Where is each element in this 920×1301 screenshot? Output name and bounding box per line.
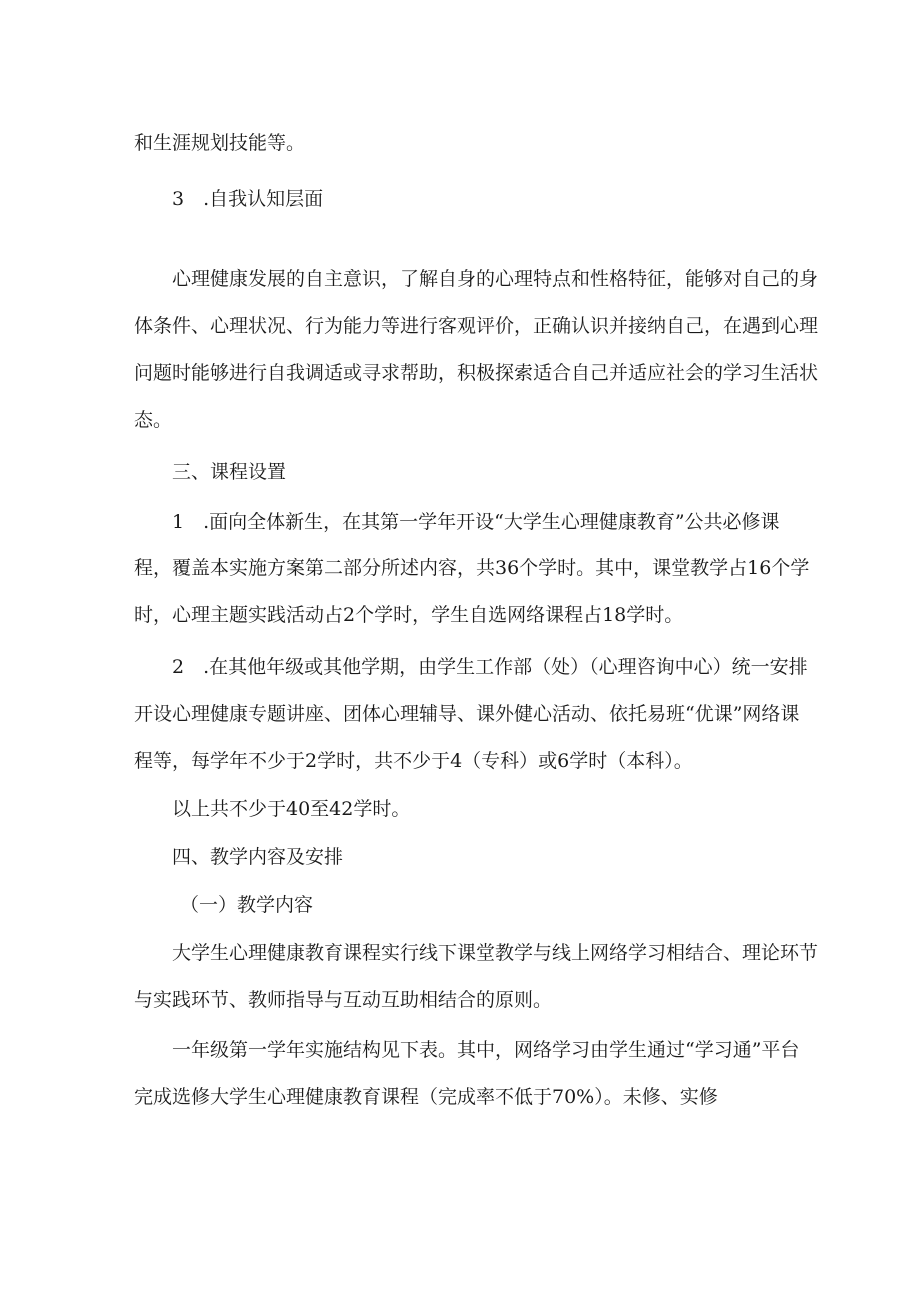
- text-line: 程，覆盖本实施方案第二部分所述内容，共36个学时。其中，课堂教学占16个学: [134, 557, 810, 579]
- section-heading: 三、课程设置: [172, 461, 287, 483]
- text-line: 以上共不少于40至42学时。: [172, 798, 411, 820]
- text-line: 完成选修大学生心理健康教育课程（完成率不低于70%）。未修、实修: [134, 1086, 718, 1108]
- text-line: 大学生心理健康教育课程实行线下课堂教学与线上网络学习相结合、理论环节: [172, 942, 819, 964]
- section-heading: 四、教学内容及安排: [172, 846, 344, 868]
- text-line: 1 .面向全体新生，在其第一学年开设“大学生心理健康教育”公共必修课: [172, 511, 780, 533]
- text-line: 问题时能够进行自我调适或寻求帮助，积极探索适合自己并适应社会的学习生活状: [134, 362, 819, 384]
- text-line: 程等，每学年不少于2学时，共不少于4（专科）或6学时（本科）。: [134, 750, 693, 772]
- text-line: 心理健康发展的自主意识，了解自身的心理特点和性格特征，能够对自己的身: [172, 268, 819, 290]
- subsection-heading: （一）教学内容: [180, 894, 314, 916]
- section-heading: 3 .自我认知层面: [172, 188, 324, 210]
- text-line: 一年级第一学年实施结构见下表。其中，网络学习由学生通过“学习通”平台: [172, 1039, 800, 1061]
- text-line: 态。: [134, 409, 173, 431]
- text-line: 与实践环节、教师指导与互动互助相结合的原则。: [134, 989, 553, 1011]
- text-line: 时，心理主题实践活动占2个学时，学生自选网络课程占18学时。: [134, 604, 684, 626]
- text-line: 2 .在其他年级或其他学期，由学生工作部（处）（心理咨询中心）统一安排: [172, 656, 808, 678]
- text-line: 开设心理健康专题讲座、团体心理辅导、课外健心活动、依托易班“优课”网络课: [134, 703, 800, 725]
- text-line: 和生涯规划技能等。: [134, 132, 306, 154]
- text-line: 体条件、心理状况、行为能力等进行客观评价，正确认识并接纳自己，在遇到心理: [134, 315, 819, 337]
